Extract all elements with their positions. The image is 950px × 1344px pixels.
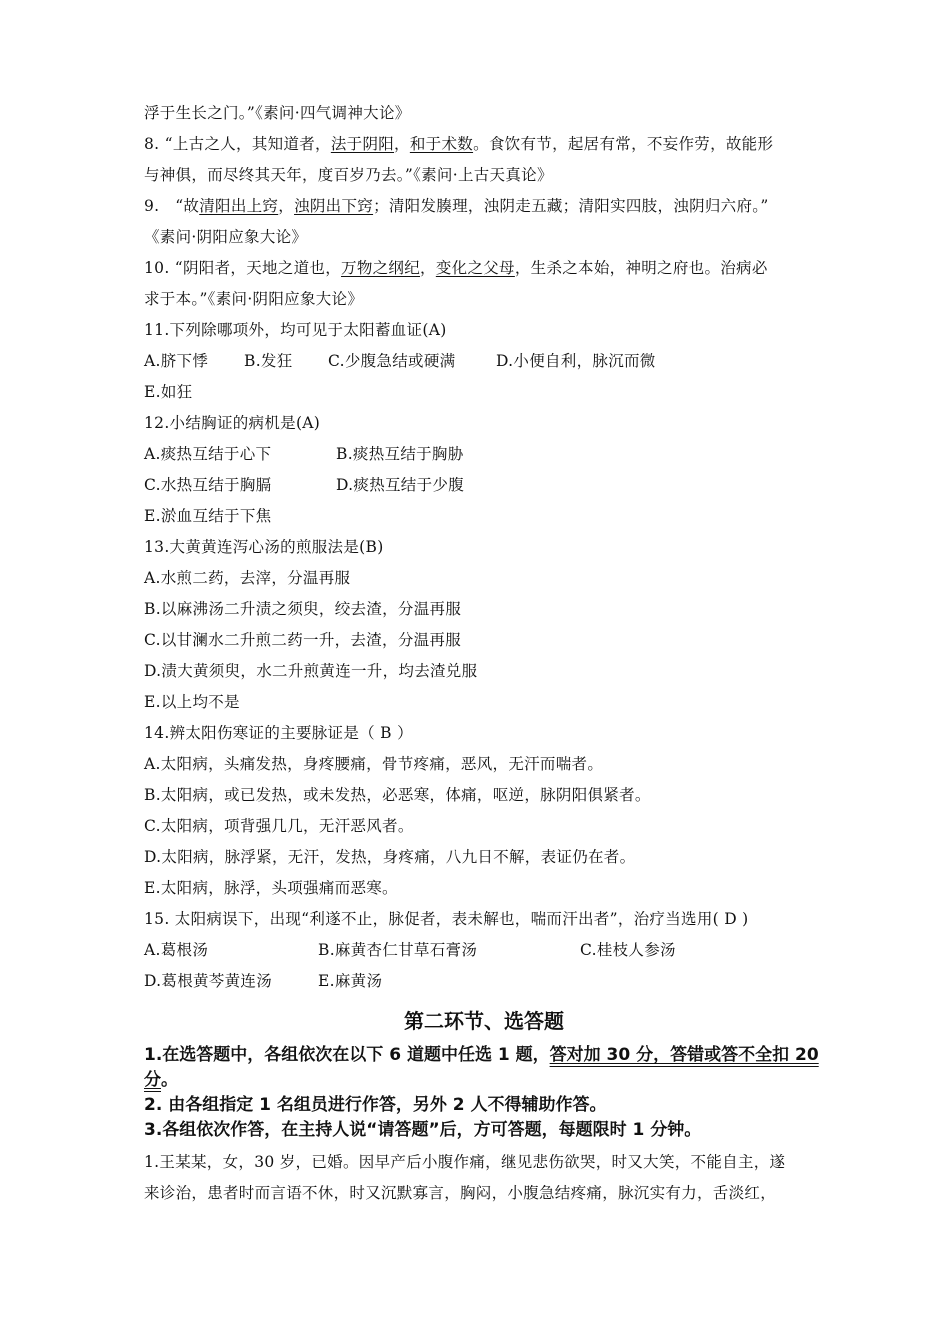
question-8-line-1: 8. “上古之人，其知道者，法于阴阳，和于术数。食饮有节，起居有常，不妄作劳，故能形: [144, 135, 774, 153]
case-1-line-2: 来诊治，患者时而言语不休，时又沉默寡言，胸闷，小腹急结疼痛，脉沉实有力，舌淡红，: [144, 1184, 777, 1202]
question-14-stem: 14.辨太阳伤寒证的主要脉证是（ B ）: [144, 724, 413, 742]
option-e: E.以上均不是: [144, 693, 240, 711]
option-a: A.脐下悸: [144, 352, 209, 370]
question-15-options-row-1: [144, 935, 824, 966]
question-15-stem: 15. 太阳病误下，出现“利遂不止，脉促者，表未解也，喘而汗出者”，治疗当选用( D ): [144, 910, 749, 928]
option-c: C.桂枝人参汤: [580, 941, 676, 959]
case-1-line-1: 1.王某某，女，30 岁，已婚。因早产后小腹作痛，继见悲伤欲哭，时又大笑，不能自主，遂: [144, 1153, 786, 1171]
option-d: D.葛根黄芩黄连汤: [144, 972, 273, 990]
question-11-options: [144, 346, 824, 377]
option-b: B.麻黄杏仁甘草石膏汤: [318, 941, 478, 959]
option-b: B.太阳病，或已发热，或未发热，必恶寒，体痛，呕逆，脉阴阳俱紧者。: [144, 786, 651, 804]
option-c: C.水热互结于胸膈: [144, 476, 272, 494]
option-d: D.渍大黄须臾，水二升煎黄连一升，均去渣兑服: [144, 662, 478, 680]
question-12-options-row-1: [144, 439, 824, 470]
question-12-options-row-2: [144, 470, 824, 501]
option-d: D.太阳病，脉浮紧，无汗，发热，身疼痛，八九日不解，表证仍在者。: [144, 848, 636, 866]
option-e: E.如狂: [144, 383, 193, 401]
option-a: A.葛根汤: [144, 941, 209, 959]
question-13-stem: 13.大黄黄连泻心汤的煎服法是(B): [144, 538, 384, 556]
question-15-options-row-2: [144, 966, 824, 997]
section-title: 第二环节、选答题: [404, 1009, 564, 1033]
option-c: C.少腹急结或硬满: [328, 352, 456, 370]
option-b: B.痰热互结于胸胁: [336, 445, 464, 463]
option-a: A.痰热互结于心下: [144, 445, 272, 463]
question-9-line-1: 9. “故清阳出上窍，浊阴出下窍；清阳发腠理，浊阴走五藏；清阳实四肢，浊阴归六府。”: [144, 197, 769, 215]
option-c: C.以甘澜水二升煎二药一升，去渣，分温再服: [144, 631, 462, 649]
option-e: E.淤血互结于下焦: [144, 507, 272, 525]
text-line: 浮于生长之门。”《素问·四气调神大论》: [144, 104, 411, 122]
question-11-stem: 11.下列除哪项外，均可见于太阳蓄血证(A): [144, 321, 447, 339]
document-page: [144, 98, 824, 1209]
option-a: A.太阳病，头痛发热，身疼腰痛，骨节疼痛，恶风，无汗而喘者。: [144, 755, 604, 773]
rule-1: 1.在选答题中，各组依次在以下 6 道题中任选 1 题，答对加 30 分，答错或答不全扣 20 分。: [144, 1045, 819, 1090]
option-a: A.水煎二药，去滓，分温再服: [144, 569, 351, 587]
rule-3: 3.各组依次作答，在主持人说“请答题”后，方可答题，每题限时 1 分钟。: [144, 1120, 702, 1140]
option-b: B.发狂: [244, 352, 293, 370]
case-1: [144, 1147, 824, 1209]
option-b: B.以麻沸汤二升渍之须臾，绞去渣，分温再服: [144, 600, 462, 618]
option-d: D.小便自利，脉沉而微: [496, 352, 656, 370]
option-c: C.太阳病，项背强几几，无汗恶风者。: [144, 817, 414, 835]
rule-2: 2. 由各组指定 1 名组员进行作答，另外 2 人不得辅助作答。: [144, 1095, 607, 1115]
question-12-stem: 12.小结胸证的病机是(A): [144, 414, 321, 432]
option-e: E.太阳病，脉浮，头项强痛而恶寒。: [144, 879, 398, 897]
question-8-line-2: 与神俱，而尽终其天年，度百岁乃去。”《素问·上古天真论》: [144, 166, 553, 184]
question-10-line-2: 求于本。”《素问·阴阳应象大论》: [144, 290, 364, 308]
question-9-line-2: 《素问·阴阳应象大论》: [144, 228, 308, 246]
question-10-line-1: 10. “阴阳者，天地之道也，万物之纲纪，变化之父母，生杀之本始，神明之府也。治病必: [144, 259, 768, 277]
option-e: E.麻黄汤: [318, 972, 383, 990]
option-d: D.痰热互结于少腹: [336, 476, 465, 494]
